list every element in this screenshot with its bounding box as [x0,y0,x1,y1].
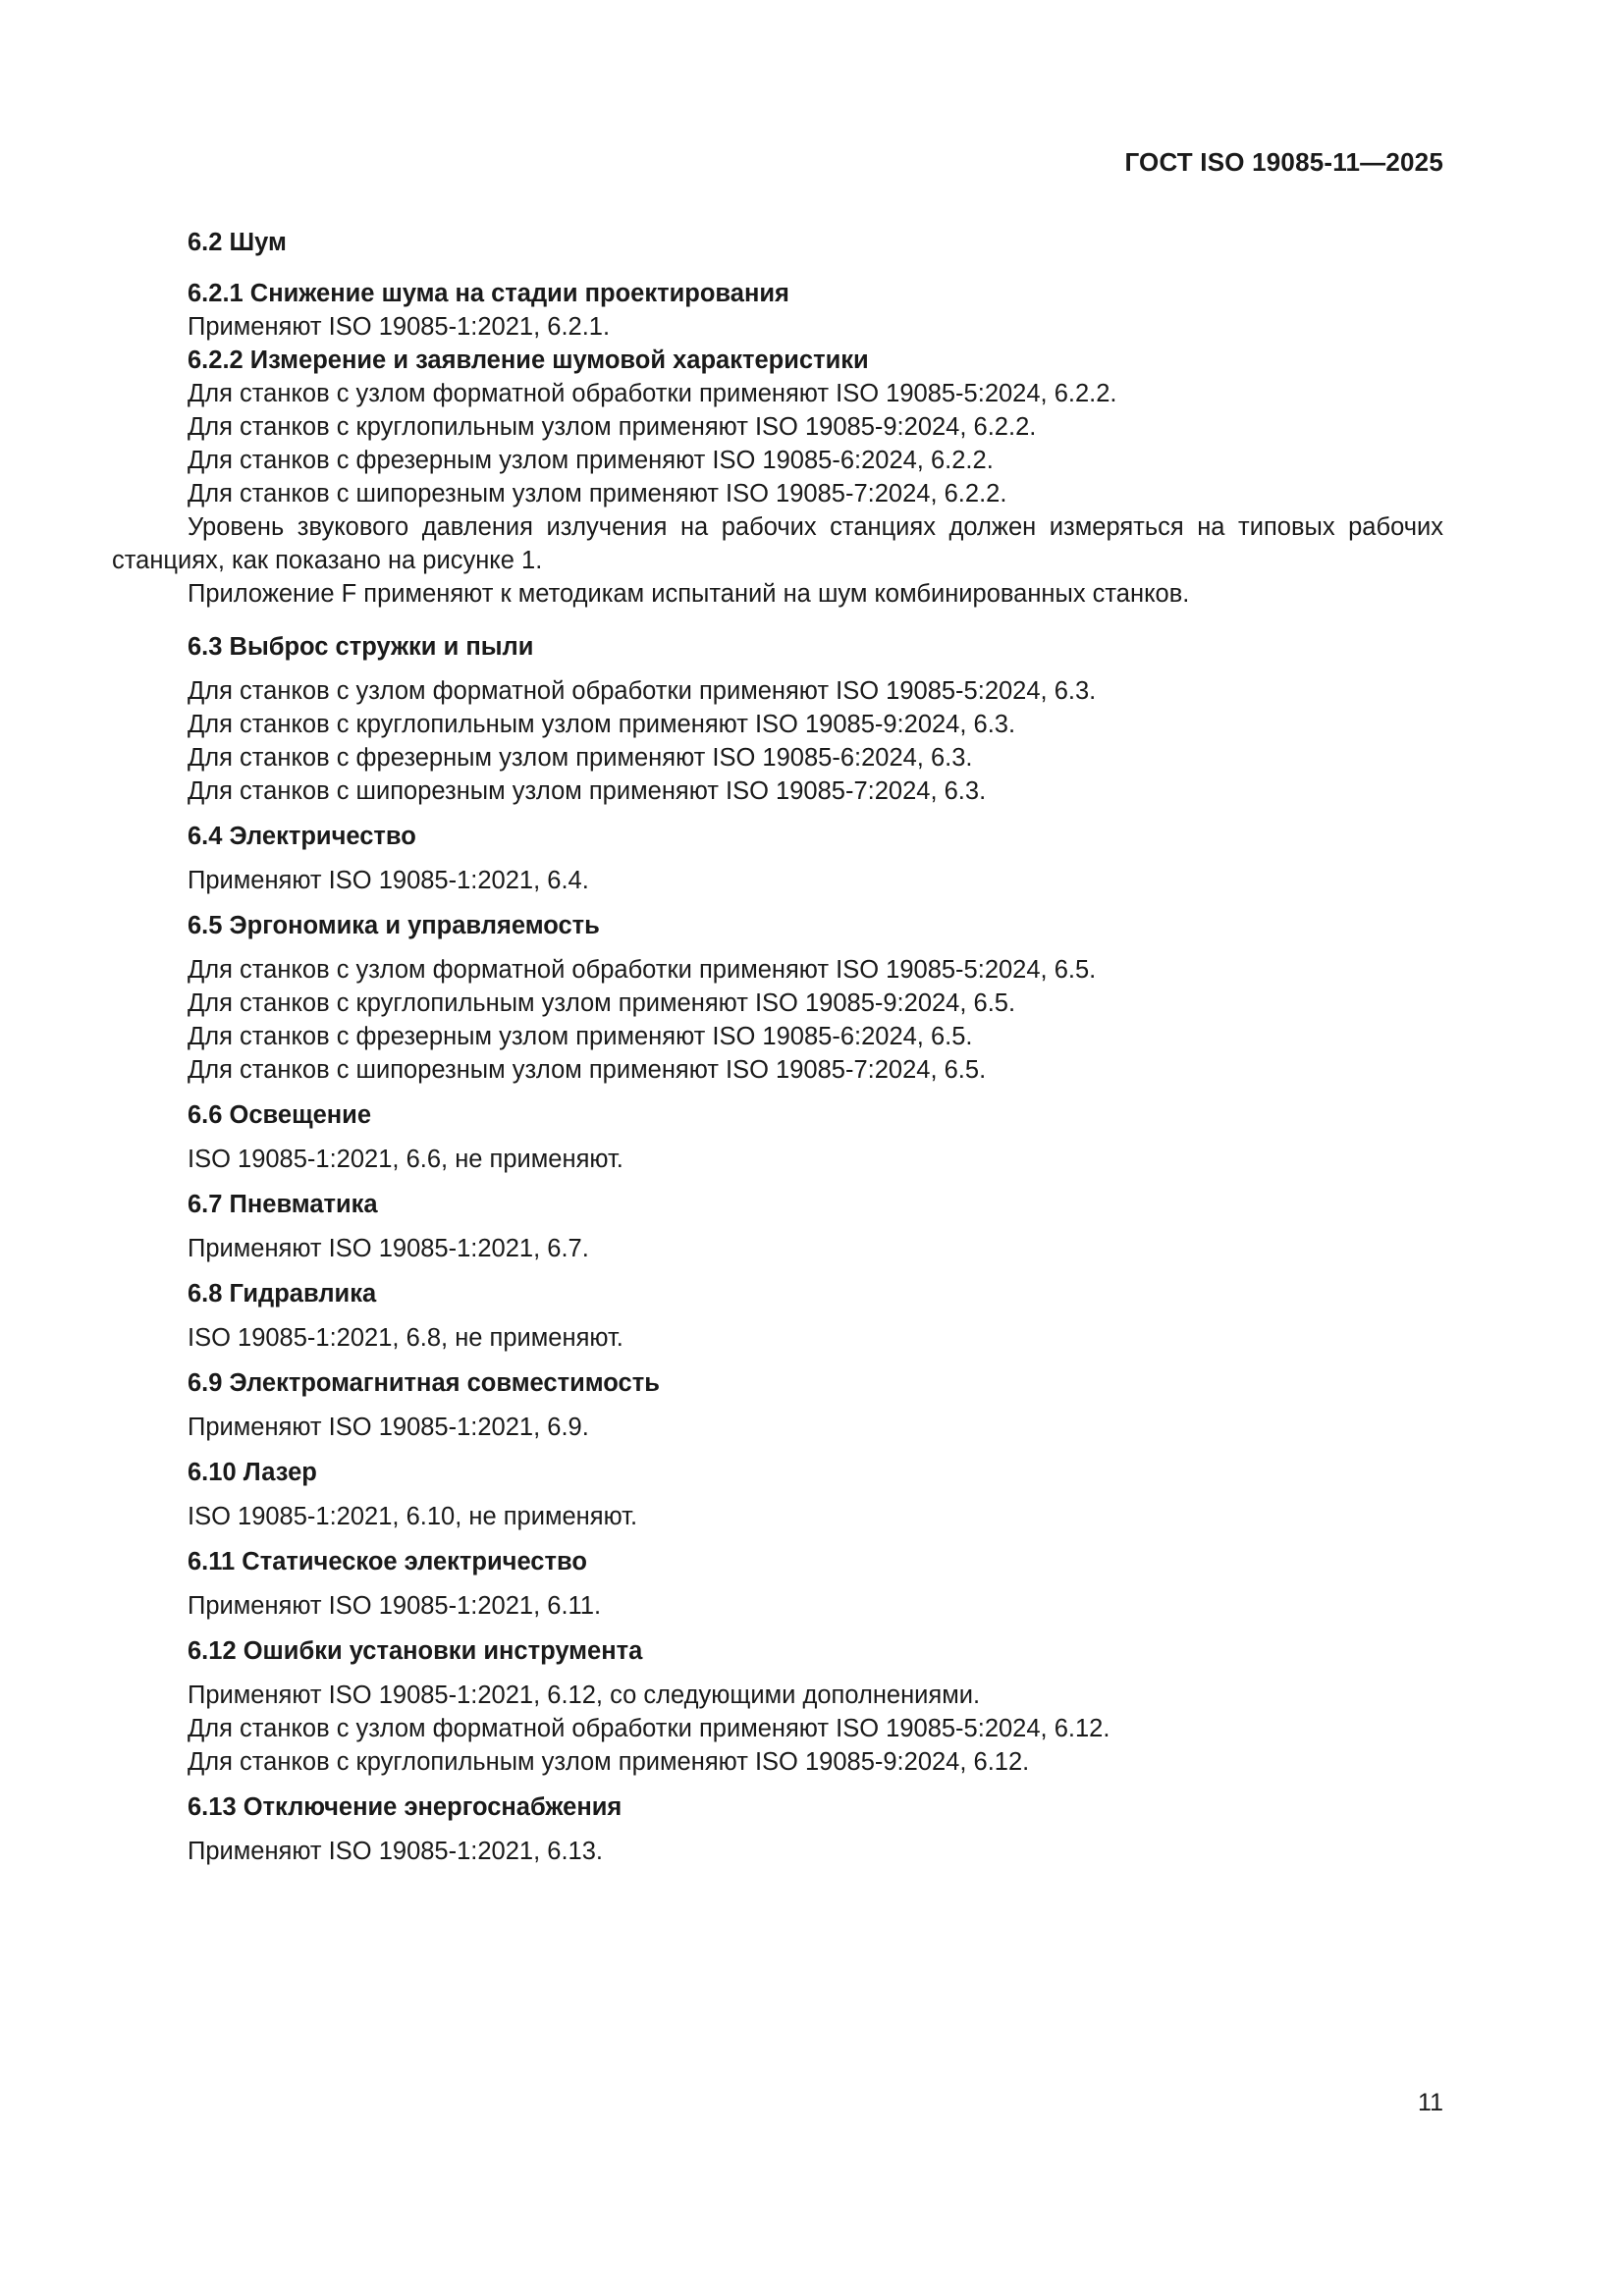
section-title: 6.9 Электромагнитная совместимость [188,1369,660,1397]
section-6-2 [112,226,1443,611]
text-line: Для станков с узлом форматной обработки применяют ISO 19085-5:2024, 6.3. [188,677,1097,705]
text-line: ISO 19085-1:2021, 6.8, не применяют. [188,1324,623,1352]
text-line: Для станков с фрезерным узлом применяют ISO 19085-6:2024, 6.3. [188,744,973,772]
text-line: Для станков с фрезерным узлом применяют ISO 19085-6:2024, 6.5. [188,1023,973,1050]
text-line: Применяют ISO 19085-1:2021, 6.11. [188,1592,602,1620]
text-line: Для станков с узлом форматной обработки применяют ISO 19085-5:2024, 6.12. [188,1715,1110,1742]
text-line: Применяют ISO 19085-1:2021, 6.12, со следующими дополнениями. [188,1682,981,1709]
section-6-8 [112,1277,1443,1355]
text-line: Для станков с шипорезным узлом применяют ISO 19085-7:2024, 6.2.2. [188,480,1007,507]
text-line: ISO 19085-1:2021, 6.6, не применяют. [188,1146,623,1173]
text-line: Приложение F применяют к методикам испытаний на шум комбинированных станков. [188,580,1190,608]
paragraph: Уровень звукового давления излучения на рабочих станциях должен измеряться на типовых рабочих станциях, как показано на рисунке 1. [112,513,1443,574]
text-line: Применяют ISO 19085-1:2021, 6.9. [188,1414,589,1441]
section-6-7 [112,1188,1443,1265]
text-line: Для станков с узлом форматной обработки применяют ISO 19085-5:2024, 6.2.2. [188,380,1117,407]
section-title: 6.12 Ошибки установки инструмента [188,1637,643,1665]
section-6-6 [112,1098,1443,1176]
text-line: Для станков с круглопильным узлом применяют ISO 19085-9:2024, 6.12. [188,1748,1030,1776]
text-line: Для станков с круглопильным узлом применяют ISO 19085-9:2024, 6.5. [188,989,1016,1017]
text-line: Применяют ISO 19085-1:2021, 6.13. [188,1838,603,1865]
section-title: 6.6 Освещение [188,1101,372,1129]
text-line: Для станков с круглопильным узлом применяют ISO 19085-9:2024, 6.2.2. [188,413,1037,441]
section-title: 6.10 Лазер [188,1459,317,1486]
text-line: Для станков с узлом форматной обработки применяют ISO 19085-5:2024, 6.5. [188,956,1097,984]
text-line: Для станков с фрезерным узлом применяют ISO 19085-6:2024, 6.2.2. [188,447,994,474]
section-title: 6.5 Эргономика и управляемость [188,912,600,939]
section-title: 6.4 Электричество [188,823,416,850]
section-6-11 [112,1545,1443,1623]
section-6-3 [112,630,1443,808]
text-line: Для станков с шипорезным узлом применяют ISO 19085-7:2024, 6.3. [188,777,987,805]
text-line: Для станков с шипорезным узлом применяют ISO 19085-7:2024, 6.5. [188,1056,987,1084]
text-line: Применяют ISO 19085-1:2021, 6.7. [188,1235,589,1262]
section-title: 6.8 Гидравлика [188,1280,377,1308]
section-title: 6.7 Пневматика [188,1191,378,1218]
section-title: 6.3 Выброс стружки и пыли [188,633,534,661]
section-6-13 [112,1790,1443,1868]
section-6-12 [112,1634,1443,1779]
document-header-standard-id: ГОСТ ISO 19085-11—2025 [1124,147,1443,177]
section-6-5 [112,909,1443,1087]
page-number: 11 [1418,2089,1443,2116]
section-title: 6.11 Статическое электричество [188,1548,587,1575]
document-body [112,226,1443,1880]
text-line: Применяют ISO 19085-1:2021, 6.2.1. [188,313,611,341]
section-6-9 [112,1366,1443,1444]
section-6-4 [112,820,1443,897]
subsection-title: 6.2.1 Снижение шума на стадии проектирования [188,280,789,307]
subsection-title: 6.2.2 Измерение и заявление шумовой характеристики [188,347,869,374]
text-line: Применяют ISO 19085-1:2021, 6.4. [188,867,589,894]
text-line: ISO 19085-1:2021, 6.10, не применяют. [188,1503,638,1530]
section-6-10 [112,1456,1443,1533]
section-title: 6.13 Отключение энергоснабжения [188,1793,623,1821]
section-title: 6.2 Шум [188,229,287,256]
text-line: Для станков с круглопильным узлом применяют ISO 19085-9:2024, 6.3. [188,711,1016,738]
